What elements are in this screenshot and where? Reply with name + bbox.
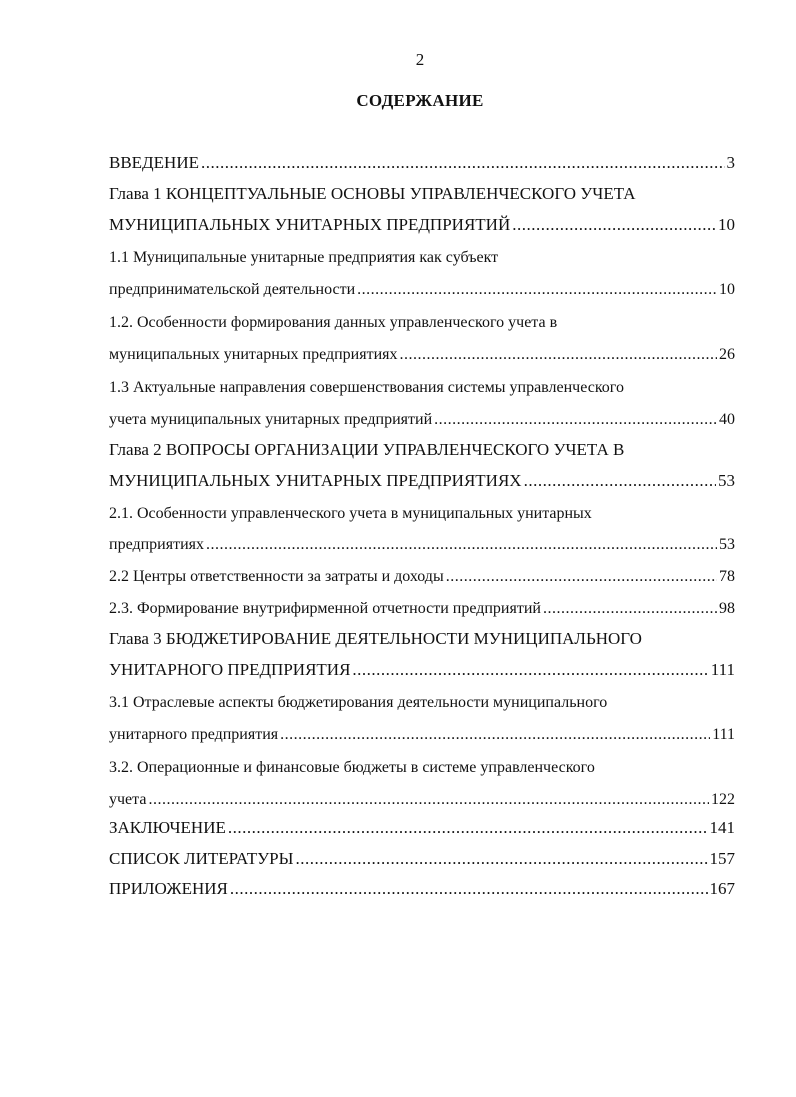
toc-section-2-1[interactable] [109,533,735,557]
toc-page-number: 10 [718,215,735,234]
dot-leader [512,213,716,237]
toc-section-3-1-line-1[interactable]: 3.1 Отраслевые аспекты бюджетирования деятельности муниципального [109,694,608,711]
toc-entry-text: унитарного предприятия [109,726,279,743]
toc-section-1-2-line-1[interactable]: 1.2. Особенности формирования данных управленческого учета в [109,314,558,331]
toc-section-3-1[interactable] [109,723,735,747]
toc-entry-conclusion[interactable] [109,816,735,840]
dot-leader [543,597,717,621]
dot-leader [295,847,707,871]
toc-chapter-1[interactable] [109,213,735,237]
toc-page-number: 157 [709,849,735,868]
toc-entry-text: МУНИЦИПАЛЬНЫХ УНИТАРНЫХ ПРЕДПРИЯТИЙ [109,215,511,234]
toc-page-number: 26 [719,346,735,363]
toc-entry-text: учета [109,791,147,808]
toc-chapter-3-line-1[interactable]: Глава 3 БЮДЖЕТИРОВАНИЕ ДЕЯТЕЛЬНОСТИ МУНИЦИПАЛЬНОГО [109,629,642,648]
dot-leader [524,469,716,493]
toc-entry-text: предпринимательской деятельности [109,281,356,298]
toc-entry-text: 2.3. Формирование внутрифирменной отчетности предприятий [109,600,541,617]
toc-chapter-2[interactable] [109,469,735,493]
toc-page-number: 167 [709,879,735,898]
page-title: СОДЕРЖАНИЕ [356,91,484,110]
toc-entry-text: предприятиях [109,536,204,553]
toc-chapter-2-line-1[interactable]: Глава 2 ВОПРОСЫ ОРГАНИЗАЦИИ УПРАВЛЕНЧЕСКОГО УЧЕТА В [109,440,625,459]
toc-section-2-3[interactable] [109,597,735,621]
toc-chapter-3[interactable] [109,658,735,682]
toc-entry-text: учета муниципальных унитарных предприятий [109,411,433,428]
toc-section-2-1-line-1[interactable]: 2.1. Особенности управленческого учета в муниципальных унитарных [109,505,592,522]
toc-page-number: 111 [710,660,735,679]
toc-chapter-1-line-1[interactable]: Глава 1 КОНЦЕПТУАЛЬНЫЕ ОСНОВЫ УПРАВЛЕНЧЕСКОГО УЧЕТА [109,184,636,203]
toc-section-3-2[interactable] [109,788,735,812]
toc-section-1-1[interactable] [109,278,735,302]
toc-entry-text: МУНИЦИПАЛЬНЫХ УНИТАРНЫХ ПРЕДПРИЯТИЯХ [109,471,522,490]
toc-page-number: 3 [726,153,735,172]
toc-section-3-2-line-1[interactable]: 3.2. Операционные и финансовые бюджеты в системе управленческого [109,759,595,776]
toc-section-1-2[interactable] [109,343,735,367]
toc-entry-appendices[interactable] [109,877,735,901]
dot-leader [357,278,717,302]
toc-section-1-3-line-1[interactable]: 1.3 Актуальные направления совершенствования системы управленческого [109,379,624,396]
dot-leader [148,788,709,812]
toc-section-2-2[interactable] [109,565,735,589]
toc-entry-text: ЗАКЛЮЧЕНИЕ [109,818,226,837]
toc-entry-intro[interactable] [109,151,735,175]
dot-leader [434,408,717,432]
toc-page-number: 141 [709,818,735,837]
toc-section-1-3[interactable] [109,408,735,432]
dot-leader [352,658,708,682]
toc-page-number: 122 [711,791,735,808]
page-number: 2 [415,50,425,69]
dot-leader [201,151,725,175]
toc-page-number: 98 [719,600,735,617]
dot-leader [280,723,710,747]
toc-entry-text: СПИСОК ЛИТЕРАТУРЫ [109,849,294,868]
toc-entry-text: УНИТАРНОГО ПРЕДПРИЯТИЯ [109,660,351,679]
toc-entry-literature[interactable] [109,847,735,871]
toc-page-number: 53 [718,471,735,490]
dot-leader [230,877,708,901]
toc-entry-text: 2.2 Центры ответственности за затраты и доходы [109,568,444,585]
toc-entry-text: ВВЕДЕНИЕ [109,153,199,172]
toc-page-number: 111 [712,726,735,743]
dot-leader [228,816,708,840]
toc-page-number: 78 [719,568,735,585]
toc-entry-text: муниципальных унитарных предприятиях [109,346,398,363]
toc-page-number: 40 [719,411,735,428]
dot-leader [446,565,717,589]
toc-section-1-1-line-1[interactable]: 1.1 Муниципальные унитарные предприятия как субъект [109,249,499,266]
toc-page-number: 10 [719,281,735,298]
toc-page-number: 53 [719,536,735,553]
dot-leader [400,343,718,367]
toc-entry-text: ПРИЛОЖЕНИЯ [109,879,228,898]
dot-leader [206,533,717,557]
